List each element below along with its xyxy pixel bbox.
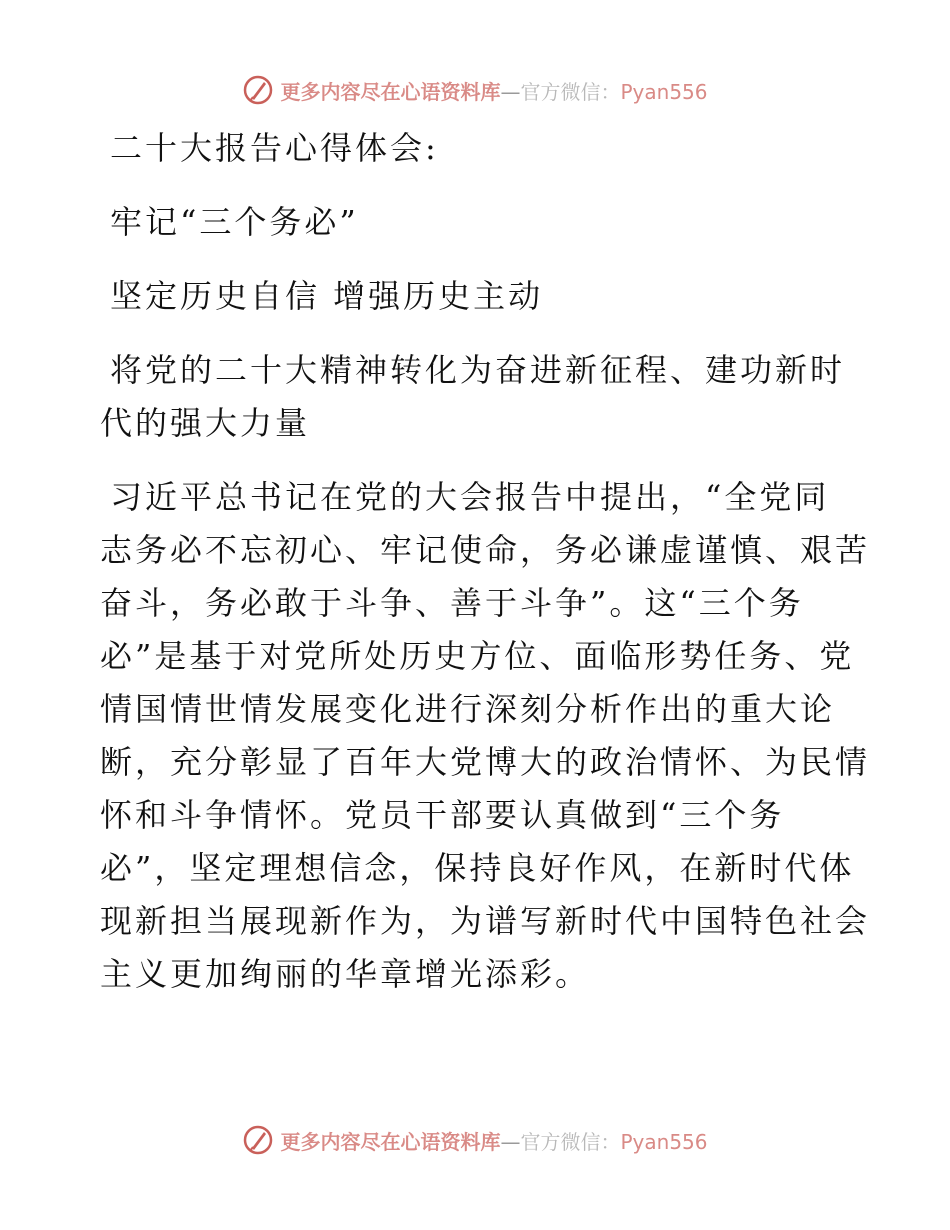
title-line-2: 牢记“三个务必” [110, 203, 359, 241]
watermark-text [280, 1126, 707, 1155]
watermark-dash: — [500, 1129, 521, 1154]
body-line-3: 奋斗，务必敢于斗争、善于斗争”。这“三个务 [100, 584, 804, 622]
spacer [100, 175, 860, 196]
title-line-1: 二十大报告心得体会: [110, 129, 439, 167]
spacer [100, 249, 860, 270]
spacer [100, 323, 860, 344]
body-line-7: 怀和斗争情怀。党员干部要认真做到“三个务 [100, 796, 785, 834]
body-line-6: 断，充分彰显了百年大党博大的政治情怀、为民情 [100, 743, 871, 781]
title-line-3: 坚定历史自信 增强历史主动 [110, 277, 544, 315]
header-watermark [0, 70, 950, 110]
watermark-dash: — [500, 79, 521, 104]
body-line-5: 情国情世情发展变化进行深刻分析作出的重大论 [100, 690, 836, 728]
quill-pen-icon [242, 74, 274, 106]
watermark-site: 更多内容尽在心语资料库 [280, 79, 501, 104]
body-line-8: 必”，坚定理想信念，保持良好作风，在新时代体 [100, 849, 855, 887]
footer-watermark [0, 1120, 950, 1160]
subtitle-line-2: 代的强大力量 [100, 404, 311, 442]
watermark-wechat-id: Pyan556 [620, 1129, 708, 1154]
body-line-10: 主义更加绚丽的华章增光添彩。 [100, 955, 591, 993]
watermark-text [280, 76, 707, 105]
body-line-2: 志务必不忘初心、牢记使命，务必谦虚谨慎、艰苦 [100, 531, 871, 569]
body-line-9: 现新担当展现新作为，为谱写新时代中国特色社会 [100, 902, 871, 940]
spacer [100, 450, 860, 471]
watermark-wechat-label: 官方微信： [520, 79, 621, 104]
document-body [100, 122, 871, 1001]
watermark-wechat-id: Pyan556 [620, 79, 708, 104]
watermark-site: 更多内容尽在心语资料库 [280, 1129, 501, 1154]
body-line-1: 习近平总书记在党的大会报告中提出，“全党同 [110, 478, 830, 516]
watermark-wechat-label: 官方微信： [520, 1129, 621, 1154]
body-line-4: 必”是基于对党所处历史方位、面临形势任务、党 [100, 637, 855, 675]
quill-pen-icon [242, 1124, 274, 1156]
subtitle-line-1: 将党的二十大精神转化为奋进新征程、建功新时 [110, 351, 846, 389]
